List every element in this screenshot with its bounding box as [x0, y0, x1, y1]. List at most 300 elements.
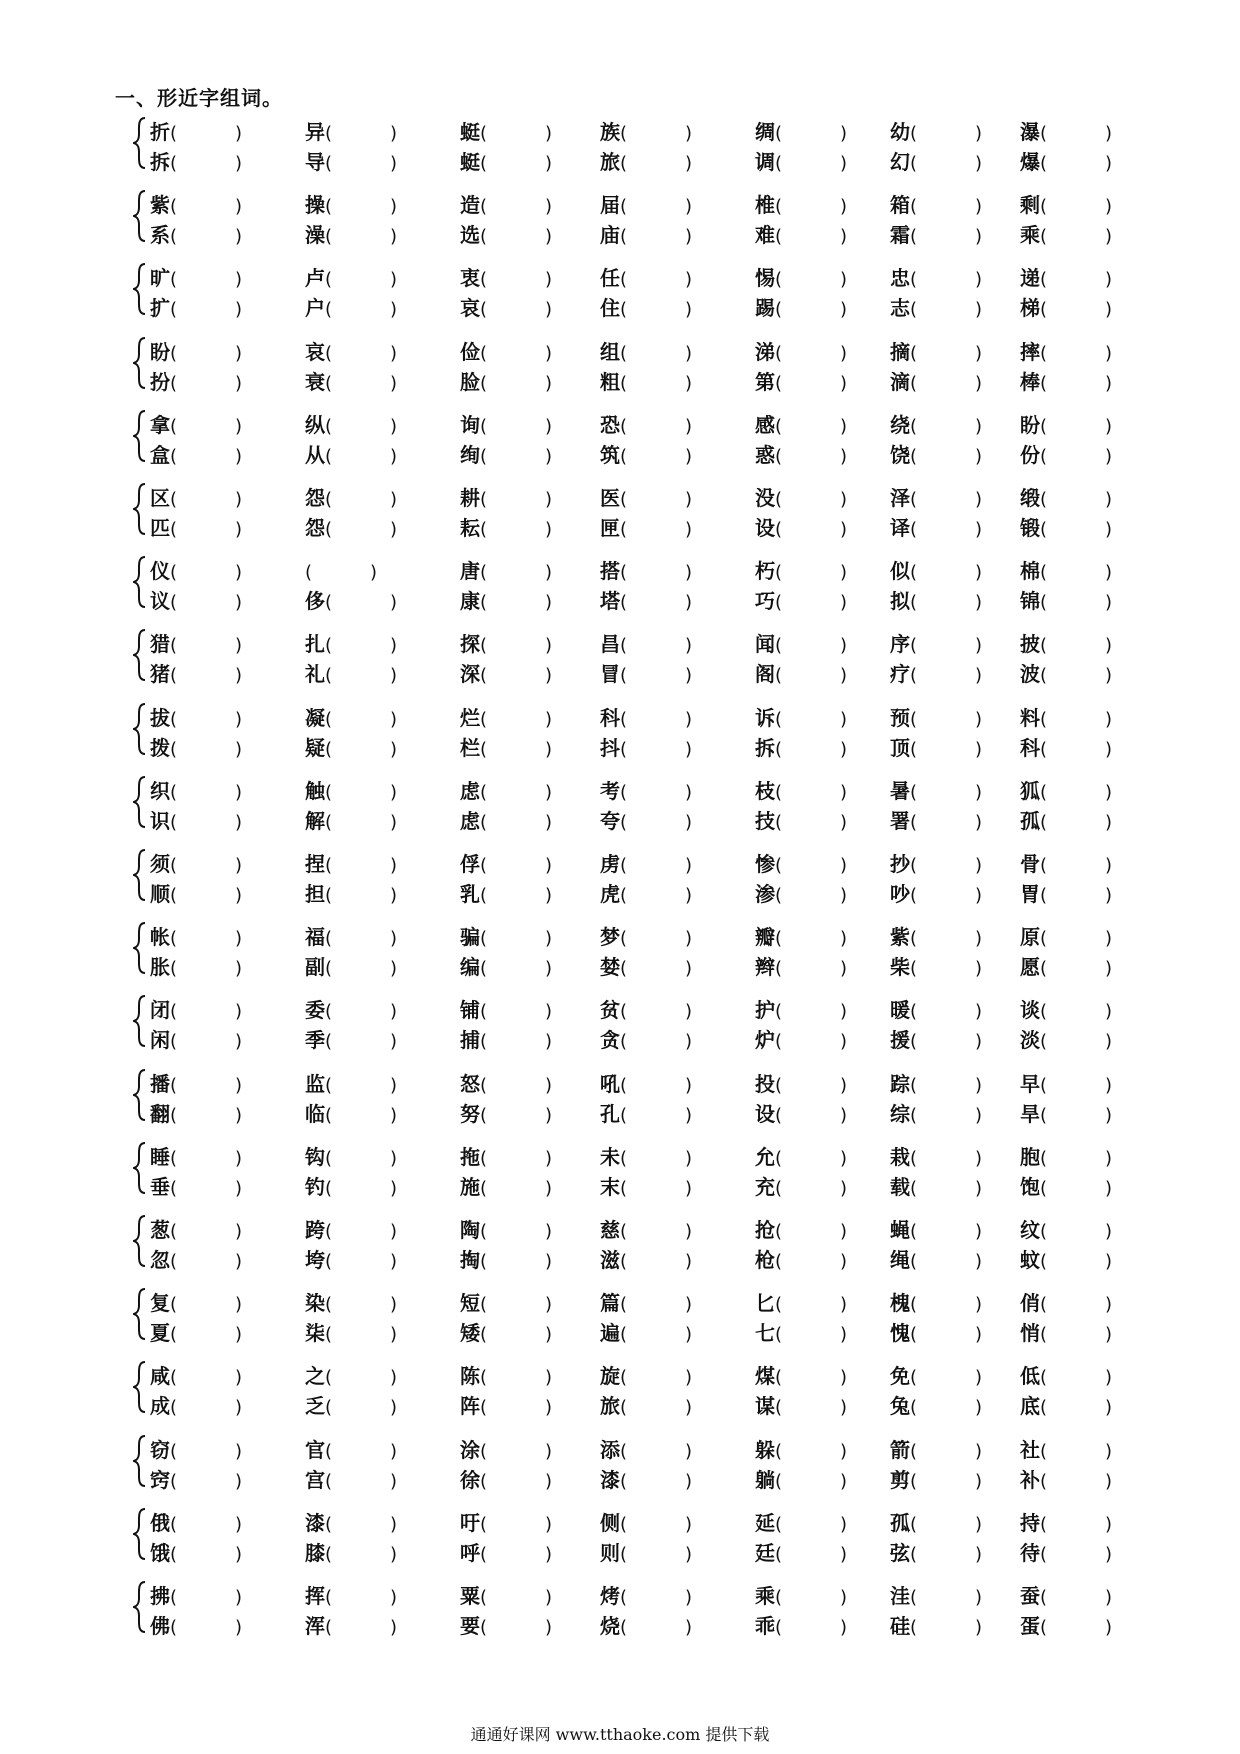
answer-paren-open: ( [325, 372, 333, 394]
character: 阁 [755, 662, 775, 687]
word-entry-bottom [755, 516, 847, 542]
answer-paren-close: ) [975, 855, 983, 876]
word-entry-top [600, 998, 692, 1024]
character: 浑 [305, 1614, 325, 1638]
answer-paren-open: ( [1040, 1031, 1048, 1053]
character: 技 [755, 808, 775, 833]
answer-paren-close: ) [685, 592, 693, 614]
answer-paren-open: ( [1040, 1074, 1048, 1096]
word-entry-top [755, 1364, 847, 1390]
answer-paren-close: ) [840, 885, 848, 906]
answer-paren-close: ) [390, 811, 398, 833]
word-entry-top [305, 1364, 397, 1390]
answer-paren-open: ( [1040, 299, 1048, 321]
answer-paren-close: ) [840, 635, 848, 657]
word-entry-bottom [890, 589, 982, 615]
character: 绸 [755, 120, 775, 144]
word-entry-bottom [755, 589, 847, 615]
character: 兔 [890, 1394, 910, 1419]
character: 睡 [150, 1144, 170, 1169]
word-entry-bottom [460, 809, 552, 835]
answer-paren-close: ) [545, 885, 553, 906]
word-entry-bottom [1020, 516, 1112, 542]
word-entry-bottom [460, 736, 552, 762]
character: 拔 [150, 705, 170, 730]
word-entry-top [150, 266, 242, 292]
answer-paren-close: ) [840, 1221, 848, 1242]
word-entry-bottom [305, 882, 397, 908]
answer-paren-close: ) [975, 1251, 983, 1272]
answer-paren-open: ( [1040, 1147, 1048, 1169]
word-entry-bottom [150, 662, 242, 688]
word-entry-top [600, 193, 692, 219]
character: 葱 [150, 1218, 170, 1242]
word-entry-top [150, 120, 242, 146]
character: 绳 [890, 1248, 910, 1272]
answer-paren-close: ) [390, 885, 398, 906]
answer-paren-open: ( [775, 1177, 783, 1199]
answer-paren-open: ( [1040, 269, 1048, 291]
answer-paren-close: ) [1105, 1513, 1113, 1535]
answer-paren-open: ( [910, 855, 918, 876]
answer-paren-open: ( [170, 1147, 178, 1169]
character: 垂 [150, 1174, 170, 1199]
character: 闲 [150, 1028, 170, 1053]
answer-paren-open: ( [325, 1617, 333, 1638]
answer-paren-close: ) [685, 489, 693, 510]
character: 援 [890, 1028, 910, 1053]
character: 涕 [755, 339, 775, 364]
word-entry-bottom [755, 1175, 847, 1201]
character: 孤 [890, 1510, 910, 1535]
word-group [0, 1430, 1240, 1494]
word-entry-top [755, 1218, 847, 1244]
answer-paren-open: ( [775, 1587, 783, 1608]
answer-paren-close: ) [1105, 489, 1113, 510]
word-entry-bottom [305, 443, 397, 469]
word-entry-top [1020, 925, 1112, 951]
answer-paren-open: ( [480, 372, 488, 394]
answer-paren-close: ) [975, 519, 983, 540]
answer-paren-open: ( [1040, 1324, 1048, 1346]
word-entry-top [600, 340, 692, 366]
answer-paren-close: ) [685, 1617, 693, 1638]
answer-paren-close: ) [1105, 1251, 1113, 1272]
word-entry-bottom [600, 1175, 692, 1201]
word-entry-bottom [600, 809, 692, 835]
answer-paren-open: ( [170, 1513, 178, 1535]
answer-paren-close: ) [235, 226, 243, 248]
character: 怒 [460, 1071, 480, 1096]
answer-paren-open: ( [775, 1617, 783, 1638]
answer-paren-open: ( [910, 415, 918, 437]
word-entry-top [460, 1145, 552, 1171]
character: 暑 [890, 778, 910, 803]
brace-icon [133, 1507, 147, 1561]
answer-paren-open: ( [1040, 562, 1048, 584]
answer-paren-open: ( [170, 708, 178, 730]
answer-paren-open: ( [480, 153, 488, 174]
word-entry-bottom [600, 443, 692, 469]
answer-paren-open: ( [170, 1543, 178, 1565]
character: 栏 [460, 735, 480, 760]
character: 蜓 [460, 120, 480, 144]
answer-paren-close: ) [235, 1294, 243, 1316]
answer-paren-open: ( [775, 153, 783, 174]
answer-paren-close: ) [975, 635, 983, 657]
brace-icon [133, 775, 147, 829]
answer-paren-open: ( [910, 1251, 918, 1272]
answer-paren-open: ( [325, 855, 333, 876]
answer-paren-close: ) [235, 1513, 243, 1535]
word-entry-bottom [460, 1321, 552, 1347]
word-entry-bottom [1020, 1394, 1112, 1420]
answer-paren-open: ( [620, 1221, 628, 1242]
word-group [0, 1064, 1240, 1128]
answer-paren-open: ( [480, 1513, 488, 1535]
answer-paren-close: ) [840, 123, 848, 144]
word-group [0, 1576, 1240, 1640]
answer-paren-close: ) [840, 1324, 848, 1346]
answer-paren-close: ) [390, 226, 398, 248]
word-entry-bottom [150, 809, 242, 835]
character: 七 [755, 1321, 775, 1346]
character: 染 [305, 1291, 325, 1316]
answer-paren-close: ) [975, 562, 983, 584]
character: 梦 [600, 925, 620, 950]
answer-paren-open: ( [620, 855, 628, 876]
answer-paren-open: ( [775, 1294, 783, 1316]
word-entry-bottom [305, 1248, 397, 1274]
answer-paren-close: ) [1105, 928, 1113, 950]
answer-paren-close: ) [840, 519, 848, 540]
answer-paren-open: ( [910, 635, 918, 657]
word-group [0, 917, 1240, 981]
answer-paren-close: ) [235, 1587, 243, 1608]
character: 骗 [460, 925, 480, 950]
character: 绕 [890, 412, 910, 437]
answer-paren-close: ) [1105, 592, 1113, 614]
word-entry-top [460, 193, 552, 219]
word-entry-bottom [305, 809, 397, 835]
character: 旋 [600, 1364, 620, 1389]
answer-paren-open: ( [325, 415, 333, 437]
character: 乘 [1020, 223, 1040, 248]
answer-paren-open: ( [325, 1147, 333, 1169]
answer-paren-open: ( [775, 1543, 783, 1565]
character: 柴 [890, 955, 910, 980]
word-entry-bottom [1020, 443, 1112, 469]
word-entry-top [1020, 1291, 1112, 1317]
word-entry-top [1020, 706, 1112, 732]
answer-paren-open: ( [170, 781, 178, 803]
answer-paren-close: ) [975, 738, 983, 760]
word-entry-bottom [305, 1541, 397, 1567]
word-entry-top [890, 266, 982, 292]
answer-paren-close: ) [1105, 226, 1113, 248]
answer-paren-open: ( [620, 562, 628, 584]
character: 陈 [460, 1364, 480, 1389]
word-entry-top [460, 632, 552, 658]
word-entry-top [755, 1438, 847, 1464]
answer-paren-open: ( [1040, 708, 1048, 730]
answer-paren-open: ( [480, 1104, 488, 1126]
character: 恐 [600, 412, 620, 437]
word-entry-top [890, 1364, 982, 1390]
answer-paren-open: ( [325, 1294, 333, 1316]
answer-paren-close: ) [545, 1513, 553, 1535]
answer-paren-open: ( [480, 1251, 488, 1272]
brace-icon [133, 262, 147, 316]
answer-paren-open: ( [480, 342, 488, 364]
character: 箱 [890, 193, 910, 218]
answer-paren-close: ) [685, 811, 693, 833]
answer-paren-close: ) [545, 738, 553, 760]
word-entry-bottom [1020, 1541, 1112, 1567]
word-entry-top [150, 1145, 242, 1171]
answer-paren-close: ) [975, 153, 983, 174]
answer-paren-open: ( [325, 1324, 333, 1346]
brace-icon [133, 1287, 147, 1341]
brace-icon [133, 921, 147, 975]
answer-paren-open: ( [1040, 1221, 1048, 1242]
answer-paren-close: ) [685, 415, 693, 437]
character: 乳 [460, 882, 480, 906]
answer-paren-close: ) [545, 635, 553, 657]
answer-paren-close: ) [390, 1104, 398, 1126]
answer-paren-open: ( [620, 958, 628, 980]
character: 饶 [890, 442, 910, 467]
word-group [0, 698, 1240, 762]
character: 阵 [460, 1394, 480, 1419]
answer-paren-close: ) [545, 708, 553, 730]
answer-paren-open: ( [1040, 1367, 1048, 1389]
character: 膝 [305, 1540, 325, 1565]
answer-paren-open: ( [170, 811, 178, 833]
word-entry-top [305, 413, 397, 439]
answer-paren-open: ( [325, 1177, 333, 1199]
answer-paren-close: ) [840, 1470, 848, 1492]
character: 盼 [1020, 412, 1040, 437]
character: 编 [460, 955, 480, 980]
word-entry-top [755, 1072, 847, 1098]
word-entry-top [1020, 1218, 1112, 1244]
character: 临 [305, 1101, 325, 1126]
character: 区 [150, 486, 170, 510]
answer-paren-close: ) [235, 269, 243, 291]
word-entry-top [305, 852, 397, 878]
answer-paren-close: ) [390, 415, 398, 437]
character: 俭 [460, 339, 480, 364]
answer-paren-close: ) [545, 1367, 553, 1389]
answer-paren-close: ) [390, 1031, 398, 1053]
word-entry-bottom [150, 1321, 242, 1347]
character: 导 [305, 150, 325, 174]
answer-paren-open: ( [910, 1177, 918, 1199]
character: 弦 [890, 1540, 910, 1565]
word-entry-top [890, 1145, 982, 1171]
answer-paren-close: ) [235, 738, 243, 760]
answer-paren-open: ( [325, 123, 333, 144]
answer-paren-close: ) [235, 1397, 243, 1419]
answer-paren-open: ( [325, 665, 333, 687]
character: 篇 [600, 1291, 620, 1316]
answer-paren-close: ) [975, 1513, 983, 1535]
answer-paren-open: ( [480, 489, 488, 510]
answer-paren-close: ) [390, 1324, 398, 1346]
word-entry-bottom [600, 1394, 692, 1420]
answer-paren-close: ) [685, 445, 693, 467]
word-entry-top [755, 120, 847, 146]
character: 蚊 [1020, 1248, 1040, 1272]
answer-paren-close: ) [840, 1074, 848, 1096]
character: 窃 [150, 1437, 170, 1462]
character: 贫 [600, 998, 620, 1023]
word-entry-bottom [600, 1614, 692, 1640]
answer-paren-close: ) [235, 1617, 243, 1638]
answer-paren-open: ( [325, 153, 333, 174]
answer-paren-open: ( [325, 958, 333, 980]
character: 原 [1020, 925, 1040, 950]
word-entry-top [305, 1218, 397, 1244]
answer-paren-close: ) [975, 1001, 983, 1023]
answer-paren-open: ( [620, 928, 628, 950]
brace-icon [133, 1360, 147, 1414]
answer-paren-close: ) [840, 269, 848, 291]
answer-paren-close: ) [235, 1221, 243, 1242]
word-entry-bottom [305, 223, 397, 249]
word-entry-bottom [890, 1175, 982, 1201]
answer-paren-open: ( [325, 196, 333, 218]
word-entry-bottom [150, 1102, 242, 1128]
character: 翻 [150, 1101, 170, 1126]
word-entry-top [460, 559, 552, 585]
character: 朽 [755, 559, 775, 584]
answer-paren-close: ) [545, 1031, 553, 1053]
word-entry-top [890, 1511, 982, 1537]
character: 复 [150, 1291, 170, 1316]
answer-paren-close: ) [545, 1617, 553, 1638]
word-entry-bottom [890, 1614, 982, 1640]
answer-paren-open: ( [910, 1470, 918, 1492]
answer-paren-open: ( [480, 196, 488, 218]
character: 胃 [1020, 882, 1040, 906]
word-entry-bottom [600, 1541, 692, 1567]
character: 夸 [600, 808, 620, 833]
answer-paren-open: ( [775, 1470, 783, 1492]
word-entry-top [1020, 413, 1112, 439]
word-entry-bottom [755, 1394, 847, 1420]
character: 摔 [1020, 339, 1040, 364]
word-entry-top [150, 1291, 242, 1317]
answer-paren-open: ( [1040, 1251, 1048, 1272]
character: 谈 [1020, 998, 1040, 1023]
answer-paren-open: ( [775, 1324, 783, 1346]
answer-paren-close: ) [975, 1221, 983, 1242]
character: 滴 [890, 369, 910, 394]
word-entry-bottom [150, 150, 242, 176]
word-entry-top [890, 413, 982, 439]
character: 渗 [755, 882, 775, 906]
answer-paren-open: ( [325, 708, 333, 730]
word-entry-top [890, 852, 982, 878]
character: 蜓 [460, 150, 480, 174]
word-group [0, 771, 1240, 835]
word-entry-bottom [460, 882, 552, 908]
answer-paren-close: ) [545, 592, 553, 614]
answer-paren-open: ( [170, 1440, 178, 1462]
word-entry-top [460, 1584, 552, 1610]
answer-paren-open: ( [910, 153, 918, 174]
word-entry-top [755, 486, 847, 512]
answer-paren-open: ( [480, 885, 488, 906]
word-entry-bottom [600, 370, 692, 396]
word-entry-top [305, 193, 397, 219]
answer-paren-close: ) [685, 1367, 693, 1389]
character: 柒 [305, 1321, 325, 1346]
word-entry-bottom [600, 1102, 692, 1128]
answer-paren-open: ( [910, 123, 918, 144]
character: 烤 [600, 1584, 620, 1608]
answer-paren-open: ( [620, 519, 628, 540]
character: 调 [755, 150, 775, 174]
answer-paren-open: ( [170, 1397, 178, 1419]
word-entry-top [1020, 1072, 1112, 1098]
answer-paren-open: ( [170, 1177, 178, 1199]
character: 烂 [460, 705, 480, 730]
word-entry-bottom [150, 296, 242, 322]
word-entry-top [305, 1072, 397, 1098]
answer-paren-close: ) [390, 855, 398, 876]
word-entry-top [460, 266, 552, 292]
character: 佛 [150, 1614, 170, 1638]
character: 福 [305, 925, 325, 950]
character: 旅 [600, 1394, 620, 1419]
character: 扎 [305, 632, 325, 657]
word-entry-top [1020, 779, 1112, 805]
character: 俏 [1020, 1291, 1040, 1316]
word-entry-top [460, 706, 552, 732]
answer-paren-close: ) [685, 855, 693, 876]
answer-paren-open: ( [620, 1074, 628, 1096]
character: 捕 [460, 1028, 480, 1053]
answer-paren-open: ( [480, 1440, 488, 1462]
character: 异 [305, 120, 325, 144]
answer-paren-open: ( [620, 1397, 628, 1419]
character: 科 [1020, 735, 1040, 760]
answer-paren-open: ( [170, 855, 178, 876]
word-entry-bottom [890, 662, 982, 688]
word-entry-top [1020, 559, 1112, 585]
character: 担 [305, 882, 325, 906]
answer-paren-open: ( [480, 1147, 488, 1169]
word-entry-top [600, 1364, 692, 1390]
character: 询 [460, 412, 480, 437]
character: 饿 [150, 1540, 170, 1565]
answer-paren-open: ( [480, 1543, 488, 1565]
answer-paren-open: ( [170, 1587, 178, 1608]
word-entry-bottom [460, 1175, 552, 1201]
answer-paren-open: ( [1040, 1177, 1048, 1199]
answer-paren-close: ) [1105, 519, 1113, 540]
word-entry-top [150, 413, 242, 439]
answer-paren-open: ( [775, 885, 783, 906]
word-entry-top [150, 925, 242, 951]
answer-paren-open: ( [620, 342, 628, 364]
answer-paren-open: ( [325, 1397, 333, 1419]
word-entry-bottom [600, 662, 692, 688]
answer-paren-close: ) [1105, 958, 1113, 980]
